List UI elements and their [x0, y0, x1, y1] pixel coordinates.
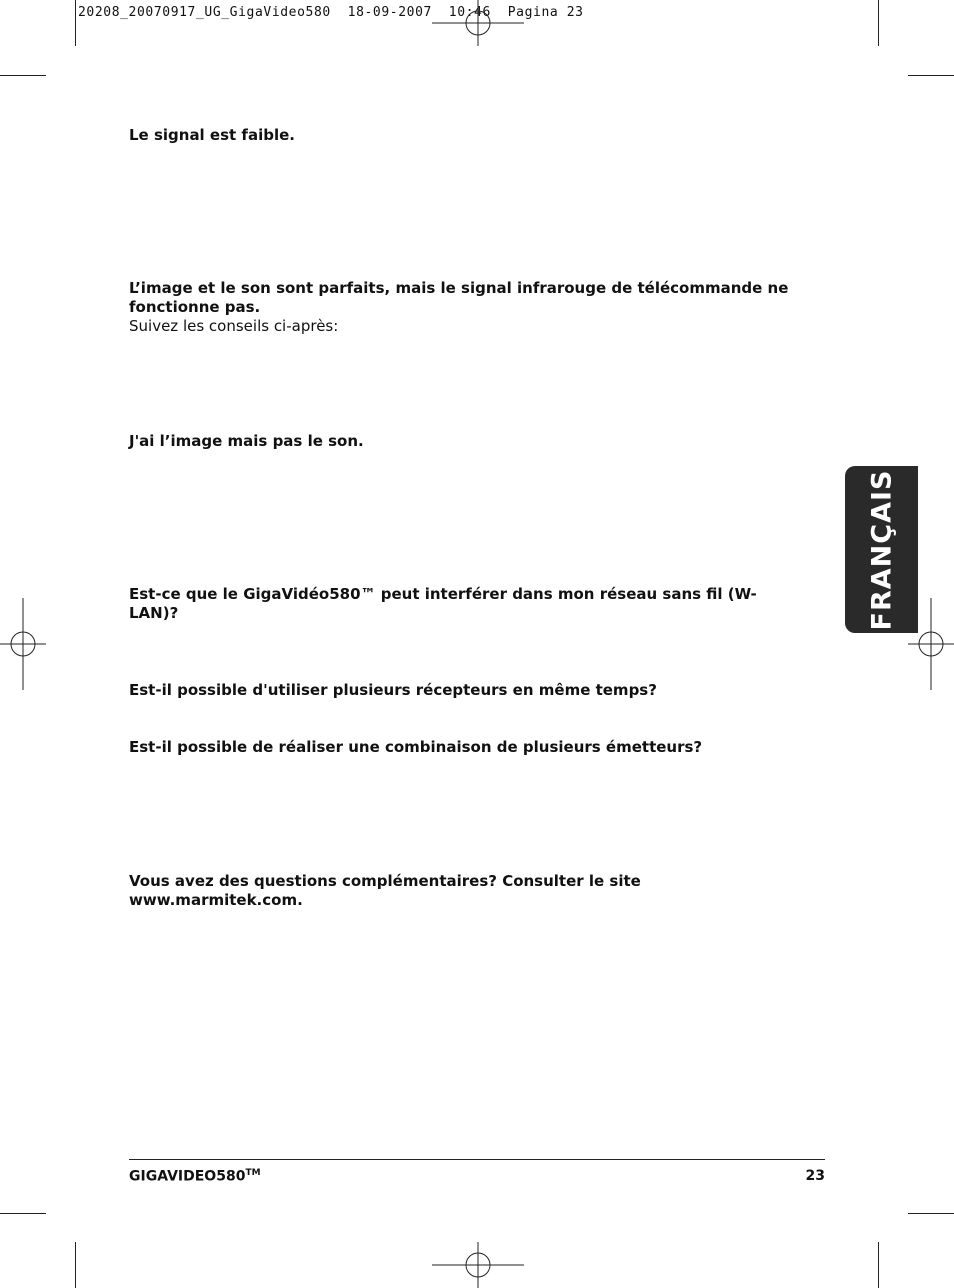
heading-more-questions: Vous avez des questions complémentaires? Consulter le site www.marmitek.com. — [129, 872, 641, 909]
registration-mark-top-icon — [432, 0, 524, 46]
language-tab-label: FRANÇAIS — [866, 469, 897, 630]
crop-mark-top-right-h — [908, 75, 954, 76]
heading-wlan-interference: Est-ce que le GigaVidéo580™ peut interférer dans mon réseau sans fil (W-LAN)? — [129, 585, 757, 622]
footer-product-name: GIGAVIDEO580 — [129, 1168, 246, 1185]
crop-mark-top-left-v — [75, 0, 76, 46]
note-follow-tips: Suivez les conseils ci-après: — [129, 317, 339, 335]
footer-trademark: TM — [245, 1168, 261, 1178]
crop-mark-bottom-right-h — [908, 1213, 954, 1214]
crop-mark-top-left-h — [0, 75, 46, 76]
crop-mark-bottom-left-h — [0, 1213, 46, 1214]
heading-infrared-not-working: L’image et le son sont parfaits, mais le signal infrarouge de télécommande ne fonctionne pas. — [129, 279, 789, 316]
crop-mark-bottom-left-v — [75, 1242, 76, 1288]
language-tab — [845, 466, 918, 633]
heading-no-sound: J'ai l’image mais pas le son. — [129, 432, 364, 450]
footer-rule — [129, 1159, 825, 1160]
registration-mark-bottom-icon — [432, 1242, 524, 1288]
heading-multiple-receivers: Est-il possible d'utiliser plusieurs récepteurs en même temps? — [129, 681, 657, 699]
registration-mark-left-icon — [0, 598, 46, 690]
heading-weak-signal: Le signal est faible. — [129, 126, 295, 144]
footer-product — [129, 1168, 261, 1185]
printer-slug: 20208_20070917_UG_GigaVideo580 18-09-2007 10:46 Pagina 23 — [78, 5, 584, 20]
heading-multiple-transmitters: Est-il possible de réaliser une combinaison de plusieurs émetteurs? — [129, 738, 703, 756]
crop-mark-bottom-right-v — [878, 1242, 879, 1288]
crop-mark-top-right-v — [878, 0, 879, 46]
page-number: 23 — [805, 1168, 825, 1184]
